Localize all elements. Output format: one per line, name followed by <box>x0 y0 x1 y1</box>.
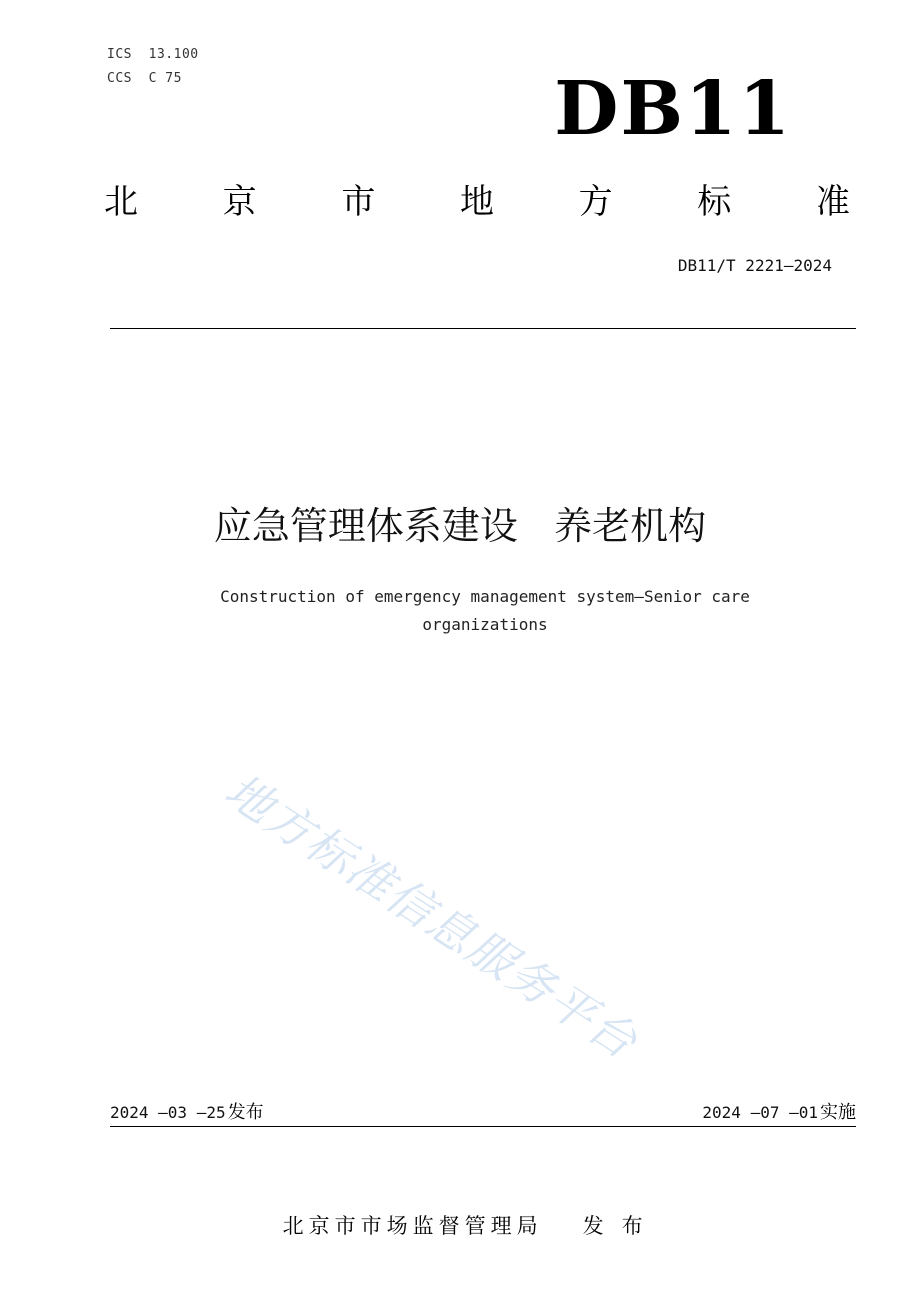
ics-code: ICS 13.100 <box>107 47 199 62</box>
bottom-divider <box>110 1126 856 1127</box>
issue-date-block <box>110 1098 264 1124</box>
chinese-title: 应急管理体系建设 养老机构 <box>213 504 707 548</box>
implement-date: 2024 —07 —01 <box>702 1103 818 1122</box>
implement-date-block <box>702 1098 856 1124</box>
issuer-line <box>0 1186 920 1240</box>
standard-type-char: 市 <box>341 182 376 222</box>
standard-type-char: 京 <box>222 182 257 222</box>
ccs-code: CCS C 75 <box>107 71 182 86</box>
issue-date: 2024 —03 —25 <box>110 1103 226 1122</box>
issuer-action: 发布 <box>582 1214 661 1238</box>
english-title <box>140 583 830 639</box>
issuer-name: 北京市市场监督管理局 <box>282 1214 543 1238</box>
top-divider <box>110 328 856 329</box>
standard-type-char: 标 <box>697 182 732 222</box>
standard-type-char: 地 <box>459 182 494 222</box>
standard-number: DB11/T 2221—2024 <box>677 256 832 275</box>
standard-type-title <box>104 180 850 224</box>
standard-type-char: 准 <box>815 182 850 222</box>
implement-label: 实施 <box>820 1102 856 1123</box>
issue-label: 发布 <box>227 1102 264 1123</box>
english-title-line: Construction of emergency management system—Senior care <box>220 587 750 606</box>
db11-logo: DB11 <box>554 66 792 152</box>
english-title-line: organizations <box>422 615 548 634</box>
standard-type-char: 北 <box>104 182 138 222</box>
watermark: 地方标准信息服务平台 <box>215 762 648 1070</box>
standard-type-char: 方 <box>578 182 613 222</box>
